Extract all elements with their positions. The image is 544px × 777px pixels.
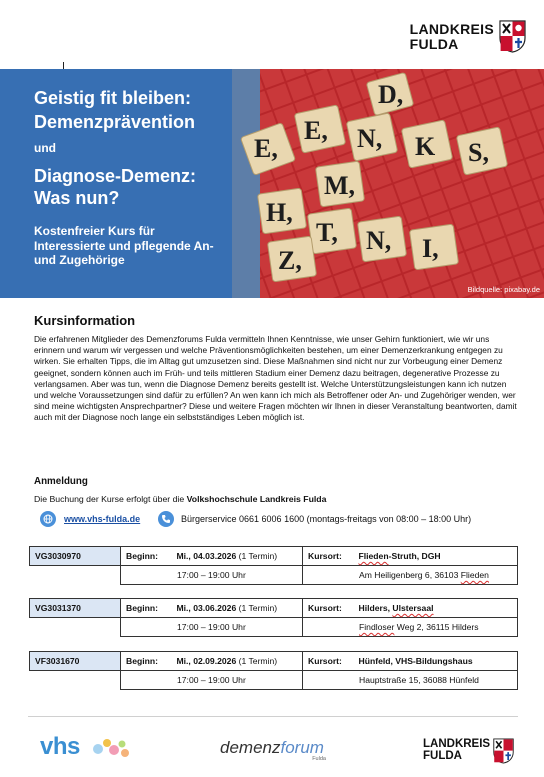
tile-letter: D, [378,80,404,109]
globe-icon [40,511,56,527]
registration-text [34,494,326,504]
demenzforum-subline: Fulda [312,756,326,762]
demenzforum-part-b: forum [280,738,324,757]
brand-line-1: LANDKREIS [409,21,494,37]
section-title-anmeldung: Anmeldung [34,476,88,487]
hero-title-line-2: Demenzprävention [34,112,196,132]
demenzforum-logo [220,738,326,762]
course-time: 17:00 – 19:00 Uhr [121,618,303,637]
tile-letter: H, [266,198,293,227]
kursort-part-b: Ulstersaal [392,603,434,613]
hero-subtitle: Kostenfreier Kurs für Interessierte und pflegende An- und Zugehörige [34,224,214,267]
kursort-value [354,652,518,671]
course-code-spacer [30,566,121,585]
kursort-value [354,547,518,566]
kursort-label: Kursort: [303,599,354,618]
course-description: Die erfahrenen Mitglieder des Demenzforums Fulda vermitteln Ihnen Kenntnisse, wie unser Gehirn funktioniert, wie wir uns erinnern und warum wir vergessen und welche Präventionsmöglichkeiten bestehen, um einer Demenzerkrankung entgegen zu wirken. Sie erhalten Tipps, die im Alltag gut umzusetzen sind. Diese Maßnahmen sind nicht nur zur Vorbeugung einer Demenz geeignet, sondern können auch im Früh- und teils mittleren Stadium einer Demenz dazu beitragen, degenerative Prozesse zu verlangsamen. Aber was tun, wenn die Diagnose Demenz bereits gestellt ist. Welche Unterstützungsleistungen kann ich nutzen und welche Voraussetzungen sind dafür zu erfüllen? An wen kann ich mich als Betroffener oder An- und Zugehöriger wenden, wer sind meine wichtigsten Ansprechpartner? Diese und weitere Fragen möchten wir Ihnen in dieser Veranstaltung beantworten, damit auch mit der Diagnose noch lange ein selbstständiges Leben möglich ist. [34,334,517,423]
course-code-spacer [30,671,121,690]
footer-divider [28,716,518,717]
registration-provider: Volkshochschule Landkreis Fulda [186,494,327,504]
begin-terms: (1 Termin) [236,603,278,613]
address-part-a: Am Heiligenberg 6, 36103 [359,570,461,580]
course-code: VG3030970 [30,547,121,566]
footer-brand-line-2: FULDA [423,750,462,762]
phone-icon [158,511,174,527]
course-address [303,671,518,690]
image-credit: Bildquelle: pixabay.de [467,285,540,294]
begin-label: Beginn: [121,652,172,671]
tile-letter: K [415,132,436,161]
begin-date [172,547,303,566]
registration-text-prefix: Die Buchung der Kurse erfolgt über die [34,494,187,504]
demenzforum-part-a: demenz [220,738,281,757]
tile-letter: E, [254,134,278,163]
course-table [29,598,518,637]
brand-line-2: FULDA [409,36,459,52]
vhs-website-link[interactable]: www.vhs-fulda.de [64,514,141,524]
tile-letter: N, [357,124,383,153]
begin-label: Beginn: [121,547,172,566]
begin-terms: (1 Termin) [236,551,278,561]
course-address [303,618,518,637]
hero-title-line-3: Diagnose-Demenz: [34,166,197,186]
kursort-value [354,599,518,618]
tile-letter: E, [304,116,328,145]
tile-letter: M, [324,171,356,200]
course-code: VG3031370 [30,599,121,618]
page-header [0,0,544,68]
tile-letter: S, [468,138,489,167]
section-title-kursinformation: Kursinformation [34,313,136,328]
vhs-dots-icon [92,735,132,761]
landkreis-fulda-wordmark [410,22,494,52]
tile-letter: Z, [278,246,302,275]
address-part-a: Hauptstraße 15, 36088 Hünfeld [359,675,479,685]
hero-banner [0,69,544,298]
begin-date [172,599,303,618]
coat-of-arms-icon [499,20,526,53]
kursort-label: Kursort: [303,547,354,566]
tile-letter: T, [316,218,338,247]
address-part-b: Flieden [460,570,489,580]
course-table [29,651,518,690]
hero-title-line-1: Geistig fit bleiben: [34,88,192,108]
kursort-part-a: Hilders, [358,603,393,613]
hero-text-panel [0,69,232,298]
course-code: VF3031670 [30,652,121,671]
kursort-part-a: Flieden [358,551,389,561]
course-code-spacer [30,618,121,637]
begin-date [172,652,303,671]
begin-date-value: Mi., 04.03.2026 [176,551,237,561]
course-time: 17:00 – 19:00 Uhr [121,566,303,585]
tile-letter: N, [366,226,392,255]
begin-label: Beginn: [121,599,172,618]
course-address [303,566,518,585]
hero-title-line-4: Was nun? [34,188,120,208]
course-table [29,546,518,585]
hero-connector: und [34,141,56,155]
footer-landkreis-wordmark [423,738,490,762]
footer-coat-of-arms-icon [493,738,514,764]
address-part-b: Weg 2, 36115 Hilders [394,622,479,632]
contact-row [40,511,520,529]
vhs-logo-text: vhs [40,733,80,760]
begin-date-value: Mi., 02.09.2026 [176,656,237,666]
kursort-part-a: Hünfeld, VHS-Bildungshaus [358,656,473,666]
tile-letter: I, [422,234,439,263]
begin-terms: (1 Termin) [236,656,278,666]
phone-service-text: Bürgerservice 0661 6006 1600 (montags-freitags von 08:00 – 18:00 Uhr) [181,514,472,524]
footer-brand-line-1: LANDKREIS [423,738,491,750]
begin-date-value: Mi., 03.06.2026 [176,603,237,613]
address-part-a: Findloser [359,622,395,632]
kursort-label: Kursort: [303,652,354,671]
kursort-part-b: -Struth, DGH [388,551,441,561]
course-time: 17:00 – 19:00 Uhr [121,671,303,690]
vhs-logo [40,733,80,761]
